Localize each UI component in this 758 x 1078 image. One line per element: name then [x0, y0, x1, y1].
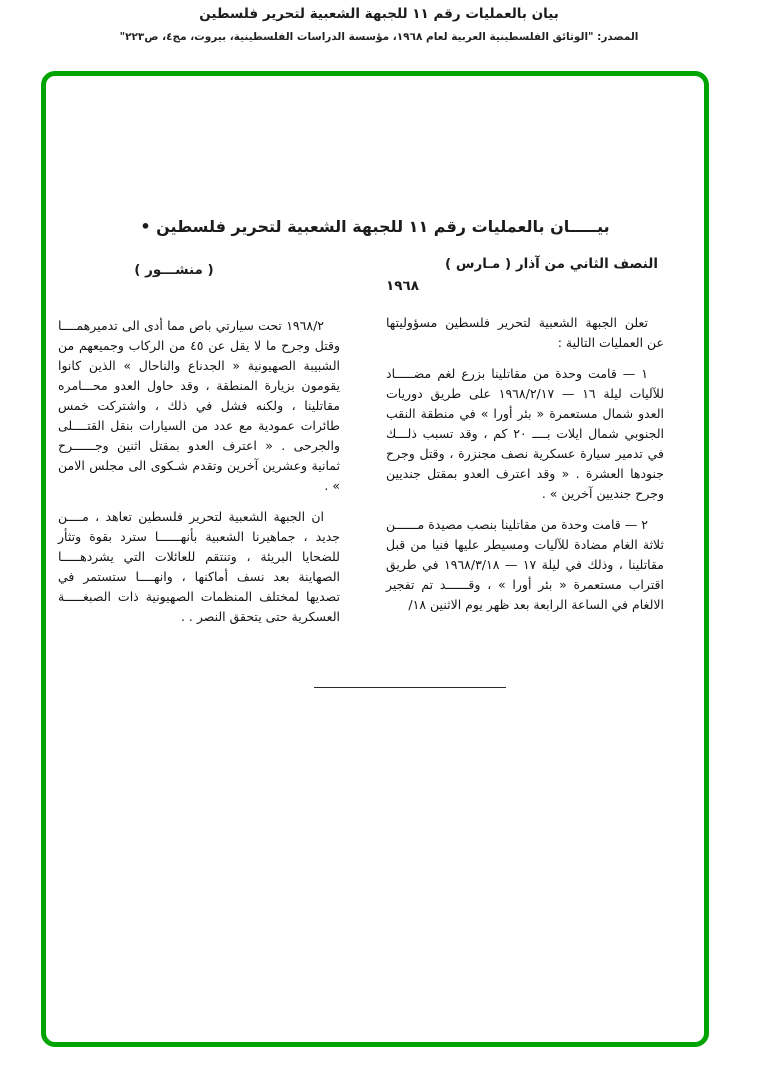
page-header-title: بيان بالعمليات رقم ١١ للجبهة الشعبية لتحرير فلسطين — [199, 6, 559, 22]
published-label: ( منشـــور ) — [134, 262, 214, 278]
footnote-divider-line — [314, 687, 506, 688]
right-column — [386, 313, 664, 626]
document-title: بيـــــان بالعمليات رقم ١١ للجبهة الشعبية لتحرير فلسطين • — [140, 217, 610, 236]
date-line-year: ١٩٦٨ — [386, 278, 419, 294]
right-column-paragraph-2: ٢ — قامت وحدة من مقاتلينا بنصب مصيدة مــــــن ثلاثة الغام مضادة للآليات ومسيطر عليها فنيا من قبل مقاتلينا ، وذلك في ليلة ١٧ — ١٩٦٨/٣/١٨ في طريق اقتراب مستعمرة « بئر أورا » ، وقــــــد تم تفجير الالغام في الساعة الرابعة بعد ظهر يوم الاثنين ١٨/ — [386, 517, 665, 612]
left-column — [58, 316, 340, 638]
date-line-month: النصف الثاني من آذار ( مـارس ) — [444, 256, 658, 272]
page-header-source: المصدر: "الوثائق الفلسطينية العربية لعام ١٩٦٨، مؤسسة الدراسات الفلسطينية، بيروت، مج٤، ص٢٢٣" — [119, 31, 639, 43]
left-column-paragraph-2: ان الجبهة الشعبية لتحرير فلسطين تعاهد ، مــــن جديد ، جماهيرنا الشعبية بأنهــــــا سترد بقوة وتثأر للضحايا البريئة ، وتنتقم للعائلات التي يشردهـــــا الصهاينة بعد نسف أماكنها ، وانهــــا ستستمر في تصديها لمختلف المنظمات الصهيونية ذات الصبغـــــة العسكرية حتى يتحقق النصر . . — [58, 509, 340, 624]
left-column-paragraph-1: ١٩٦٨/٢ تحت سيارتي باص مما أدى الى تدميرهمــــا وقتل وجرح ما لا يقل عن ٤٥ من الركاب وجميعهم من الشبيبة الصهيونية « الجدناع والناحال » الذين كانوا يقومون بزيارة المنطقة ، وقد حاول العدو محـــامره مقاتلينا ، ولكنه فشل في ذلك ، واشتركت خمس طائرات عمودية مع عدد من السيارات بنقل القتــــلى والجرحى . « اعترف العدو بمقتل اثنين وجــــــرح ثمانية وعشرين آخرين وتقدم شـكوى الى مجلس الامن » . — [58, 318, 340, 493]
green-border-frame — [41, 71, 709, 1047]
right-column-paragraph-1: ١ — قامت وحدة من مقاتلينا بزرع لغم مضـــــاد للآليات ليلة ١٦ — ١٩٦٨/٢/١٧ على طريق دوريات العدو شمال مستعمرة « بئر أورا » في منطقة النقب الجنوبي شمال ايلات بــــ ٢٠ كم ، وقد تسبب ذلـــك في تدمير سيارة عسكرية نصف مجنزرة ، وقتل وجرح جنودها العشرة . « وقد اعترف العدو بمقتل جنديين وجرح جنديين آخرين » . — [386, 366, 665, 501]
right-column-intro: تعلن الجبهة الشعبية لتحرير فلسطين مسؤوليتها عن العمليات التالية : — [386, 315, 664, 350]
